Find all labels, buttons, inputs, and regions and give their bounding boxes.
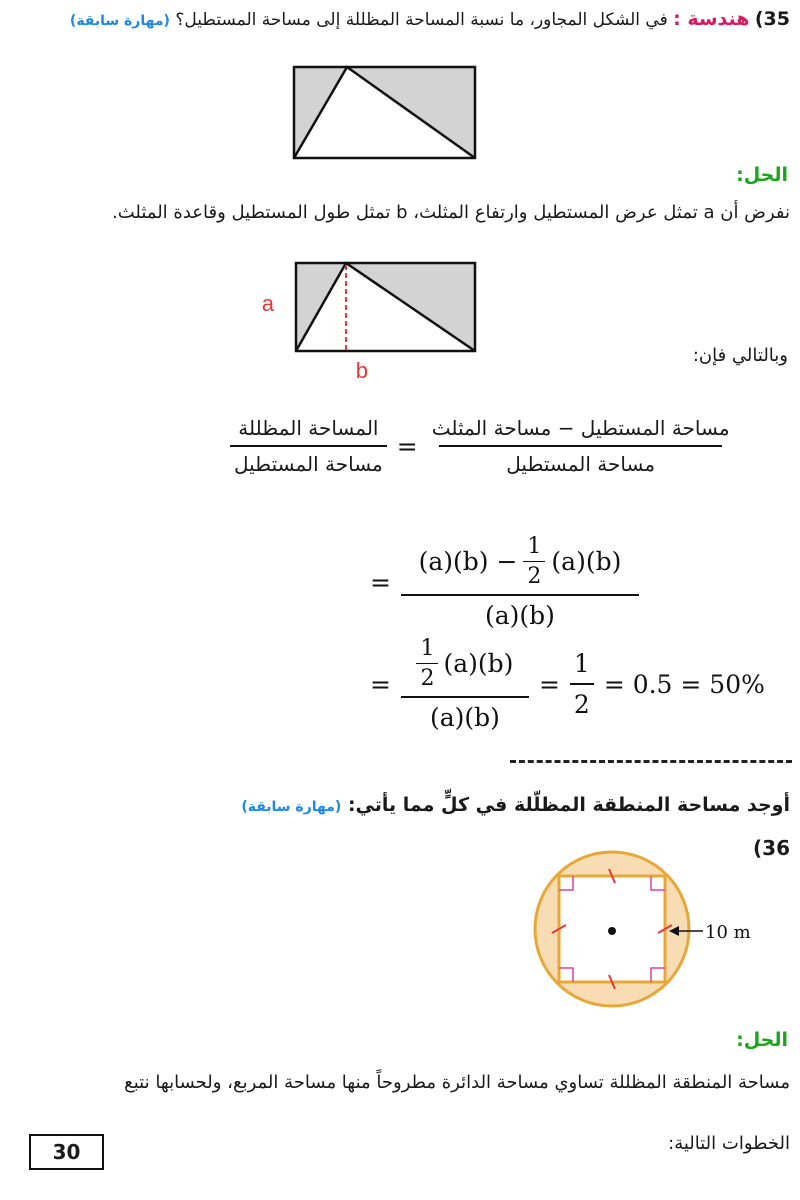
product-term: (a)(b) — [551, 547, 622, 576]
shaded-area-label: المساحة المظللة — [238, 416, 379, 440]
explanation-line-2: الخطوات التالية: — [668, 1133, 790, 1154]
half-denominator: 2 — [523, 561, 545, 589]
label-a: a — [261, 291, 274, 316]
fraction-2 — [401, 534, 639, 630]
result-fraction — [570, 649, 594, 719]
dashed-separator — [510, 760, 792, 763]
equals-sign-2: = — [370, 567, 391, 597]
fraction-2-numerator — [415, 534, 626, 594]
labeled-rectangle-figure — [261, 258, 480, 383]
rectangle-figure — [292, 65, 478, 161]
equation-3 — [370, 636, 765, 732]
half-numerator: 1 — [527, 534, 542, 559]
explanation-line-1: مساحة المنطقة المظللة تساوي مساحة الدائرة مطروحاً منها مساحة المربع، ولحسابها نتبع — [124, 1072, 790, 1093]
product-minus: (a)(b) − — [418, 547, 518, 576]
therefore-text: وبالتالي فإن: — [692, 345, 788, 366]
page-number: 30 — [29, 1134, 104, 1170]
fraction-2-denominator: (a)(b) — [401, 594, 639, 630]
skill-tag: (مهارة سابقة) — [69, 13, 170, 29]
equals-sign-3: = — [370, 669, 391, 699]
half-denominator-3: 2 — [416, 663, 438, 691]
question-text: في الشكل المجاور، ما نسبة المساحة المظللة إلى مساحة المستطيل؟ — [175, 10, 668, 30]
fraction-3-denominator: (a)(b) — [401, 696, 529, 732]
half-fraction — [523, 534, 545, 589]
instruction-line — [241, 794, 790, 816]
product-term-3: (a)(b) — [443, 649, 514, 678]
half-fraction-3 — [416, 636, 438, 691]
equals-sign: = — [396, 431, 418, 461]
fraction-3 — [401, 636, 529, 732]
equation-2 — [370, 534, 639, 630]
radius-label: 10 m — [705, 922, 751, 943]
rect-area-label: مساحة المستطيل — [230, 445, 387, 476]
question-36-number: (36 — [753, 836, 790, 860]
result-tail: = 0.5 = 50% — [603, 669, 765, 699]
rect-area-denominator: مساحة المستطيل — [439, 445, 722, 476]
assumption-text: نفرض أن a تمثل عرض المستطيل وارتفاع المثلث، b تمثل طول المستطيل وقاعدة المثلث. — [112, 202, 790, 223]
question-number: 35) — [754, 8, 790, 30]
question-35-header — [10, 8, 790, 42]
ratio-fraction — [230, 416, 387, 476]
solution-label: الحل: — [736, 164, 788, 186]
center-point — [608, 927, 616, 935]
solution-label-2: الحل: — [736, 1029, 788, 1051]
topic-label: هندسة : — [673, 8, 750, 30]
label-b: b — [355, 358, 368, 383]
circle-square-figure — [525, 847, 780, 1012]
result-numerator: 1 — [573, 649, 590, 678]
difference-label: مساحة المستطيل − مساحة المثلث — [431, 416, 730, 440]
equals-sign-4: = — [538, 669, 560, 699]
instruction-skill-tag: (مهارة سابقة) — [241, 799, 342, 815]
instruction-text: أوجد مساحة المنطقة المظلّلة في كلٍّ مما يأتي: — [347, 794, 790, 816]
result-denominator: 2 — [570, 683, 594, 719]
fraction-3-numerator — [412, 636, 517, 696]
equation-1 — [230, 416, 734, 476]
half-numerator-3: 1 — [420, 636, 435, 661]
difference-fraction — [428, 416, 734, 476]
